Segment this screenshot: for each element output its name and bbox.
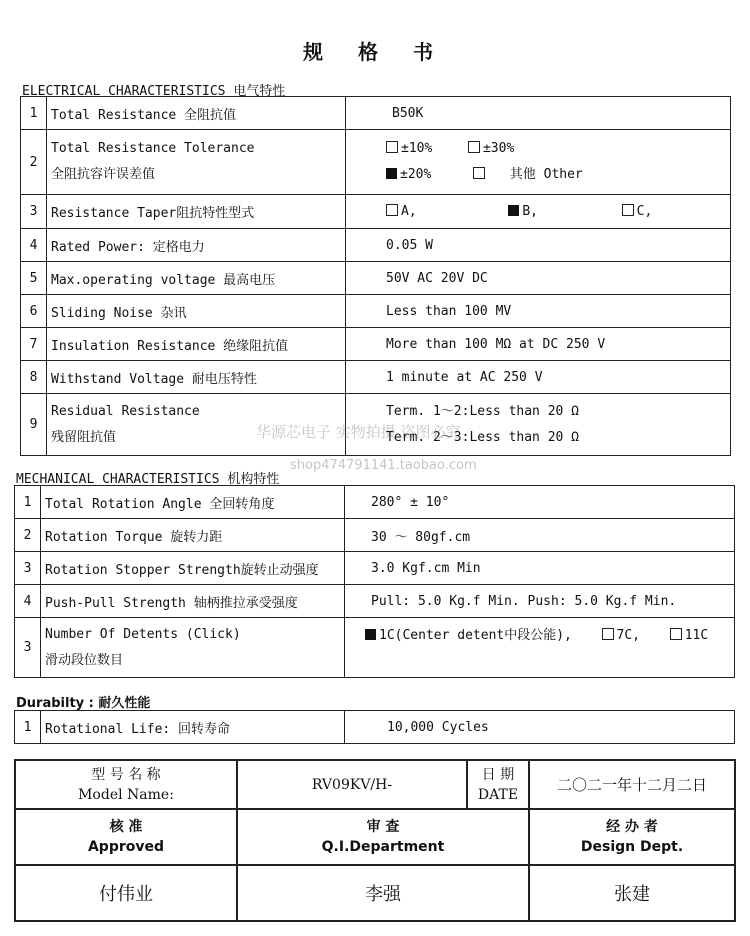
table-row — [15, 585, 735, 618]
row-number: 6 — [21, 295, 47, 328]
row-value-line: Term. 2～3:Less than 20 Ω — [386, 429, 580, 445]
table-row — [15, 618, 735, 678]
table-row — [15, 711, 735, 744]
option-label: 其他 Other — [509, 167, 583, 182]
row-number: 1 — [15, 486, 41, 519]
option-label: ±30% — [482, 141, 515, 156]
design-label-cn: 经 办 者 — [606, 819, 658, 835]
row-label: Push-Pull Strength 轴柄推拉承受强度 — [41, 585, 345, 618]
row-label: Sliding Noise 杂讯 — [47, 295, 346, 328]
row-number: 5 — [21, 262, 47, 295]
table-row — [21, 229, 731, 262]
row-label: Max.operating voltage 最高电压 — [47, 262, 346, 295]
option-label: C, — [636, 204, 653, 219]
signature-row — [15, 865, 735, 921]
row-number: 4 — [15, 585, 41, 618]
row-number: 8 — [21, 361, 47, 394]
row-number: 1 — [21, 97, 47, 130]
checkbox-empty-icon — [386, 204, 398, 216]
table-row — [21, 328, 731, 361]
table-row — [21, 295, 731, 328]
row-value: Pull: 5.0 Kg.f Min. Push: 5.0 Kg.f Min. — [345, 585, 735, 618]
model-name-label-en: Model Name: — [78, 786, 174, 803]
table-row — [21, 130, 731, 195]
table-row — [15, 519, 735, 552]
model-row — [15, 760, 735, 809]
qi-label-cn: 审 查 — [366, 819, 400, 835]
row-value: 50V AC 20V DC — [346, 262, 731, 295]
page-title: 规 格 书 — [303, 40, 447, 64]
qi-label-en: Q.I.Department — [321, 839, 445, 855]
qi-signature: 李强 — [237, 865, 529, 921]
checkbox-empty-icon — [468, 141, 480, 153]
mechanical-heading: MECHANICAL CHARACTERISTICS 机构特性 — [16, 472, 280, 487]
taper-options — [346, 195, 731, 229]
signoff-table — [14, 759, 736, 922]
row-value: Less than 100 MV — [346, 295, 731, 328]
checkbox-empty-icon — [622, 204, 634, 216]
option-label: A, — [401, 204, 417, 219]
electrical-table — [20, 96, 731, 456]
row-label — [41, 618, 345, 678]
row-label-cn: 全阻抗容许误差值 — [51, 167, 156, 182]
durability-heading: Durabilty : 耐久性能 — [16, 696, 151, 711]
option-label: 11C — [684, 628, 709, 643]
table-row — [15, 552, 735, 585]
table-row — [21, 262, 731, 295]
row-value: More than 100 MΩ at DC 250 V — [346, 328, 731, 361]
checkbox-filled-icon — [386, 168, 397, 179]
row-label-cn: 滑动段位数目 — [45, 652, 124, 668]
row-label: Rotation Stopper Strength旋转止动强度 — [41, 552, 345, 585]
role-row — [15, 809, 735, 865]
checkbox-empty-icon — [473, 167, 485, 179]
checkbox-empty-icon — [670, 628, 682, 640]
watermark-text: 华源芯电子 实物拍摄 盗图必究 — [256, 423, 461, 441]
row-value: 30 ～ 80gf.cm — [345, 519, 735, 552]
row-label-en: Number Of Detents (Click) — [45, 626, 241, 642]
option-label: 7C, — [616, 628, 641, 643]
row-value: 0.05 W — [346, 229, 731, 262]
checkbox-filled-icon — [508, 205, 519, 216]
option-label: 1C(Center detent中段公能), — [379, 628, 572, 643]
row-value: 1 minute at AC 250 V — [346, 361, 731, 394]
row-label: Insulation Resistance 绝缘阻抗值 — [47, 328, 346, 361]
design-signature: 张建 — [529, 865, 735, 921]
table-row — [21, 97, 731, 130]
electrical-heading: ELECTRICAL CHARACTERISTICS 电气特性 — [22, 84, 286, 99]
row-label: Rotational Life: 回转寿命 — [41, 711, 345, 744]
row-value-line: Term. 1～2:Less than 20 Ω — [386, 403, 580, 419]
checkbox-empty-icon — [602, 628, 614, 640]
row-number: 3 — [15, 552, 41, 585]
row-label: Total Rotation Angle 全回转角度 — [41, 486, 345, 519]
row-label: Resistance Taper阻抗特性型式 — [47, 195, 346, 229]
row-number: 4 — [21, 229, 47, 262]
row-number: 2 — [21, 130, 47, 195]
option-label: ±20% — [400, 167, 432, 182]
model-name-value: RV09KV/H- — [237, 760, 467, 809]
detent-options — [345, 618, 735, 678]
table-row — [15, 486, 735, 519]
design-label-en: Design Dept. — [580, 839, 684, 855]
date-label-en: DATE — [477, 786, 519, 803]
option-label: B, — [522, 204, 538, 219]
model-name-label-cn: 型 号 名 称 — [91, 766, 161, 783]
date-value: 二〇二一年十二月二日 — [529, 760, 735, 809]
row-number: 9 — [21, 394, 47, 456]
tolerance-options — [346, 130, 731, 195]
durability-table — [14, 710, 735, 744]
table-row — [21, 195, 731, 229]
approved-signature: 付伟业 — [15, 865, 237, 921]
watermark-url: shop474791141.taobao.com — [290, 458, 477, 473]
row-label: Rotation Torque 旋转力距 — [41, 519, 345, 552]
row-label — [47, 130, 346, 195]
row-label-en: Residual Resistance — [51, 403, 200, 419]
row-number: 3 — [21, 195, 47, 229]
row-value: 280° ± 10° — [345, 486, 735, 519]
date-label-cn: 日 期 — [481, 766, 515, 783]
table-row — [21, 361, 731, 394]
approved-label-cn: 核 准 — [109, 819, 143, 835]
row-label: Withstand Voltage 耐电压特性 — [47, 361, 346, 394]
row-number: 1 — [15, 711, 41, 744]
row-value: 3.0 Kgf.cm Min — [345, 552, 735, 585]
row-label: Rated Power: 定格电力 — [47, 229, 346, 262]
row-value: B50K — [346, 97, 731, 130]
row-label-cn: 残留阻抗值 — [51, 429, 117, 445]
approved-label-en: Approved — [87, 839, 165, 855]
row-number: 2 — [15, 519, 41, 552]
option-label: ±10% — [401, 141, 433, 156]
row-number: 7 — [21, 328, 47, 361]
checkbox-filled-icon — [365, 629, 376, 640]
checkbox-empty-icon — [386, 141, 398, 153]
row-value: 10,000 Cycles — [345, 711, 735, 744]
row-label-en: Total Resistance Tolerance — [51, 141, 255, 156]
row-number: 3 — [15, 618, 41, 678]
row-label: Total Resistance 全阻抗值 — [47, 97, 346, 130]
mechanical-table — [14, 485, 735, 678]
